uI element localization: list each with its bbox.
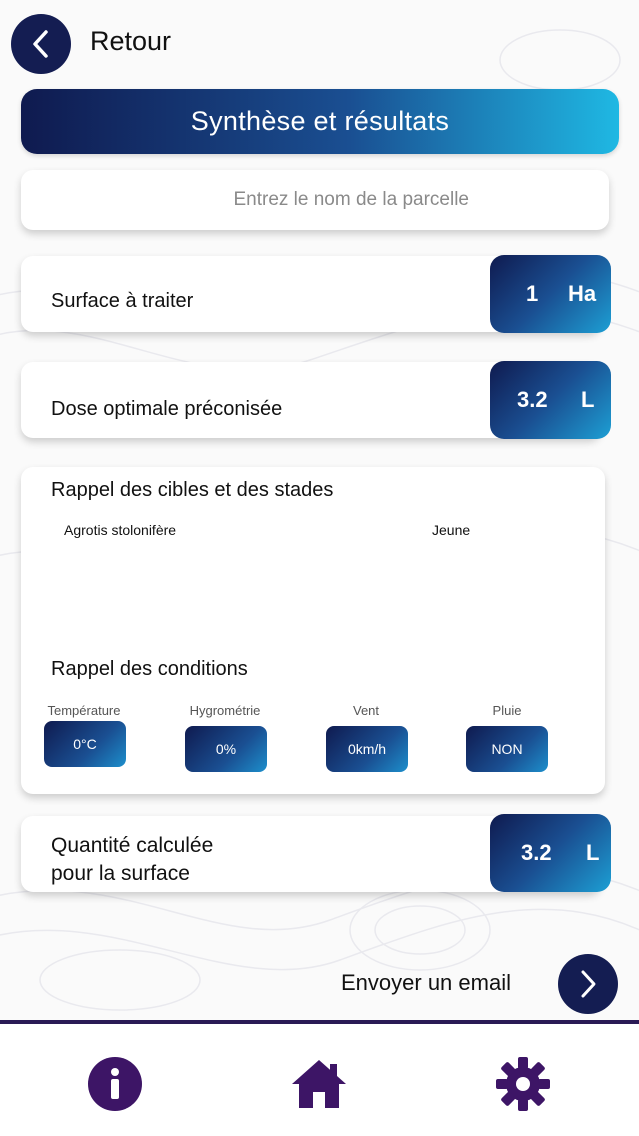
chevron-left-icon	[30, 29, 52, 59]
dose-value-box	[490, 361, 611, 439]
wind-value: 0km/h	[326, 726, 408, 772]
quantity-label-line2: pour la surface	[51, 862, 190, 885]
quantity-value-box	[490, 814, 611, 892]
dose-unit: L	[581, 387, 595, 412]
back-label[interactable]: Retour	[90, 26, 172, 56]
parcel-name-input[interactable]	[21, 170, 609, 230]
recap-card	[21, 467, 605, 794]
surface-value: 1	[526, 281, 539, 306]
target-name: Agrotis stolonifère	[64, 522, 177, 538]
chevron-right-icon	[577, 969, 599, 999]
rain-value: NON	[466, 726, 548, 772]
surface-value-box[interactable]	[490, 255, 611, 333]
nav-info[interactable]	[85, 1054, 145, 1114]
gear-icon	[495, 1056, 551, 1112]
page-title: Synthèse et résultats	[21, 89, 619, 154]
nav-settings[interactable]	[493, 1054, 553, 1114]
temperature-label: Température	[47, 703, 121, 718]
bottom-nav	[0, 1020, 639, 1136]
surface-unit: Ha	[568, 281, 597, 306]
target-stage: Jeune	[432, 522, 471, 538]
quantity-label-line1: Quantité calculée	[51, 834, 214, 857]
nav-home[interactable]	[289, 1054, 349, 1114]
wind-label: Vent	[352, 703, 380, 718]
quantity-value: 3.2	[521, 840, 552, 865]
quantity-unit: L	[586, 840, 600, 865]
rain-label: Pluie	[492, 703, 522, 718]
hygrometry-label: Hygrométrie	[189, 703, 261, 718]
info-icon	[86, 1055, 144, 1113]
dose-value: 3.2	[517, 387, 548, 412]
send-email-button[interactable]	[558, 954, 618, 1014]
send-email-label[interactable]: Envoyer un email	[341, 970, 511, 995]
home-icon	[290, 1058, 348, 1110]
targets-title: Rappel des cibles et des stades	[51, 479, 334, 501]
hygrometry-value: 0%	[185, 726, 267, 772]
temperature-value: 0°C	[44, 721, 126, 767]
dose-label: Dose optimale préconisée	[51, 398, 283, 420]
back-button[interactable]	[11, 14, 71, 74]
surface-label: Surface à traiter	[51, 290, 194, 312]
conditions-title: Rappel des conditions	[51, 658, 248, 680]
